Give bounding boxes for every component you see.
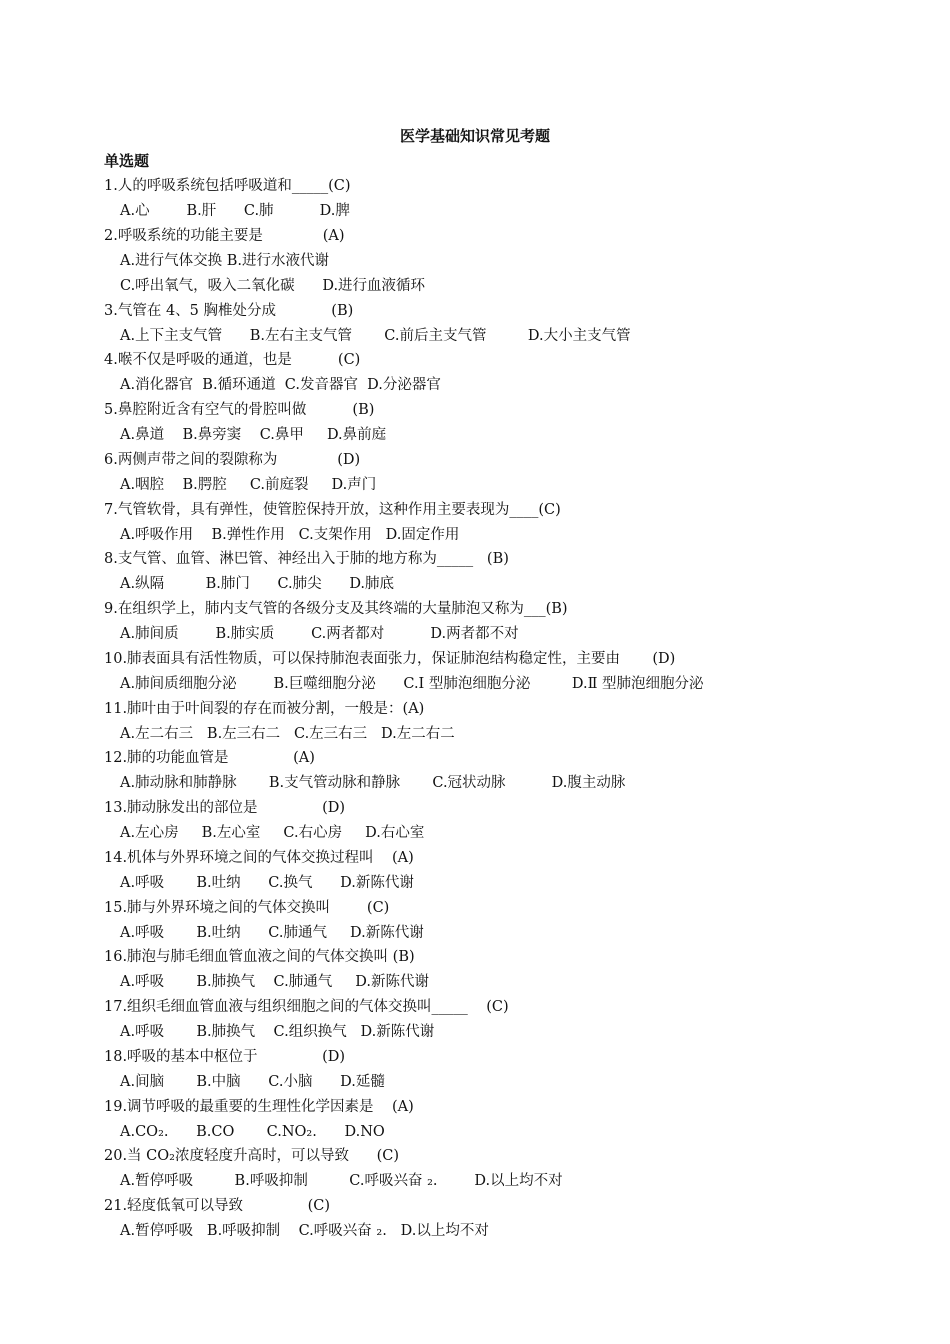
section-heading: 单选题	[104, 152, 150, 170]
option-line: A.消化器官 B.循环通道 C.发音器官 D.分泌器官	[120, 377, 441, 393]
question-line: 12.肺的功能血管是 (A)	[104, 750, 315, 766]
option-line: C.呼出氧气，吸入二氧化碳 D.进行血液循环	[120, 278, 426, 294]
question-line: 19.调节呼吸的最重要的生理性化学因素是 (A)	[104, 1099, 414, 1115]
question-line: 2.呼吸系统的功能主要是 (A)	[104, 228, 345, 244]
question-line: 5.鼻腔附近含有空气的骨腔叫做 (B)	[104, 402, 375, 418]
question-line: 6.两侧声带之间的裂隙称为 (D)	[104, 452, 361, 468]
option-line: A.上下主支气管 B.左右主支气管 C.前后主支气管 D.大小主支气管	[120, 328, 631, 344]
option-line: A.纵隔 B.肺门 C.肺尖 D.肺底	[120, 576, 395, 592]
option-line: A.左心房 B.左心室 C.右心房 D.右心室	[120, 825, 425, 841]
question-line: 7.气管软骨，具有弹性，使管腔保持开放，这种作用主要表现为____(C)	[104, 502, 561, 518]
option-line: A.左二右三 B.左三右二 C.左三右三 D.左二右二	[120, 726, 455, 742]
page-title: 医学基础知识常见考题	[399, 127, 550, 145]
option-line: A.心 B.肝 C.肺 D.脾	[120, 203, 350, 219]
option-line: A.鼻道 B.鼻旁窦 C.鼻甲 D.鼻前庭	[120, 427, 387, 443]
option-line: A.间脑 B.中脑 C.小脑 D.延髓	[120, 1074, 385, 1090]
option-line: A.呼吸 B.肺换气 C.肺通气 D.新陈代谢	[120, 974, 429, 990]
option-line: A.咽腔 B.腭腔 C.前庭裂 D.声门	[120, 477, 377, 493]
question-line: 20.当 CO₂浓度轻度升高时，可以导致 (C)	[104, 1148, 400, 1164]
question-line: 17.组织毛细血管血液与组织细胞之间的气体交换叫_____ (C)	[104, 999, 509, 1015]
option-line: A.呼吸 B.肺换气 C.组织换气 D.新陈代谢	[120, 1024, 435, 1040]
option-line: A.CO₂. B.CO C.NO₂. D.NO	[120, 1124, 385, 1140]
question-line: 16.肺泡与肺毛细血管血液之间的气体交换叫 (B)	[104, 949, 415, 965]
option-line: A.呼吸 B.吐纳 C.肺通气 D.新陈代谢	[120, 925, 424, 941]
question-line: 10.肺表面具有活性物质，可以保持肺泡表面张力，保证肺泡结构稳定性，主要由 (D)	[104, 651, 676, 667]
question-line: 21.轻度低氧可以导致 (C)	[104, 1198, 330, 1214]
question-line: 4.喉不仅是呼吸的通道，也是 (C)	[104, 352, 361, 368]
option-line: A.暂停呼吸 B.呼吸抑制 C.呼吸兴奋 ₂. D.以上均不对	[120, 1223, 489, 1239]
question-line: 18.呼吸的基本中枢位于 (D)	[104, 1049, 346, 1065]
question-line: 9.在组织学上，肺内支气管的各级分支及其终端的大量肺泡又称为___(B)	[104, 601, 568, 617]
question-line: 1.人的呼吸系统包括呼吸道和_____(C)	[104, 178, 351, 194]
question-line: 15.肺与外界环境之间的气体交换叫 (C)	[104, 900, 390, 916]
question-line: 14.机体与外界环境之间的气体交换过程叫 (A)	[104, 850, 414, 866]
question-line: 8.支气管、血管、淋巴管、神经出入于肺的地方称为_____ (B)	[104, 551, 509, 567]
option-line: A.进行气体交换 B.进行水液代谢	[120, 253, 329, 269]
option-line: A.呼吸 B.吐纳 C.换气 D.新陈代谢	[120, 875, 414, 891]
question-line: 13.肺动脉发出的部位是 (D)	[104, 800, 346, 816]
question-line: 3.气管在 4、5 胸椎处分成 (B)	[104, 303, 354, 319]
option-line: A.肺间质 B.肺实质 C.两者都对 D.两者都不对	[120, 626, 519, 642]
question-line: 11.肺叶由于叶间裂的存在而被分割，一般是：(A)	[104, 701, 425, 717]
option-line: A.暂停呼吸 B.呼吸抑制 C.呼吸兴奋 ₂. D.以上均不对	[120, 1173, 563, 1189]
option-line: A.呼吸作用 B.弹性作用 C.支架作用 D.固定作用	[120, 527, 460, 543]
option-line: A.肺间质细胞分泌 B.巨噬细胞分泌 C.Ⅰ 型肺泡细胞分泌 D.Ⅱ 型肺泡细胞分泌	[120, 676, 704, 692]
option-line: A.肺动脉和肺静脉 B.支气管动脉和静脉 C.冠状动脉 D.腹主动脉	[120, 775, 626, 791]
